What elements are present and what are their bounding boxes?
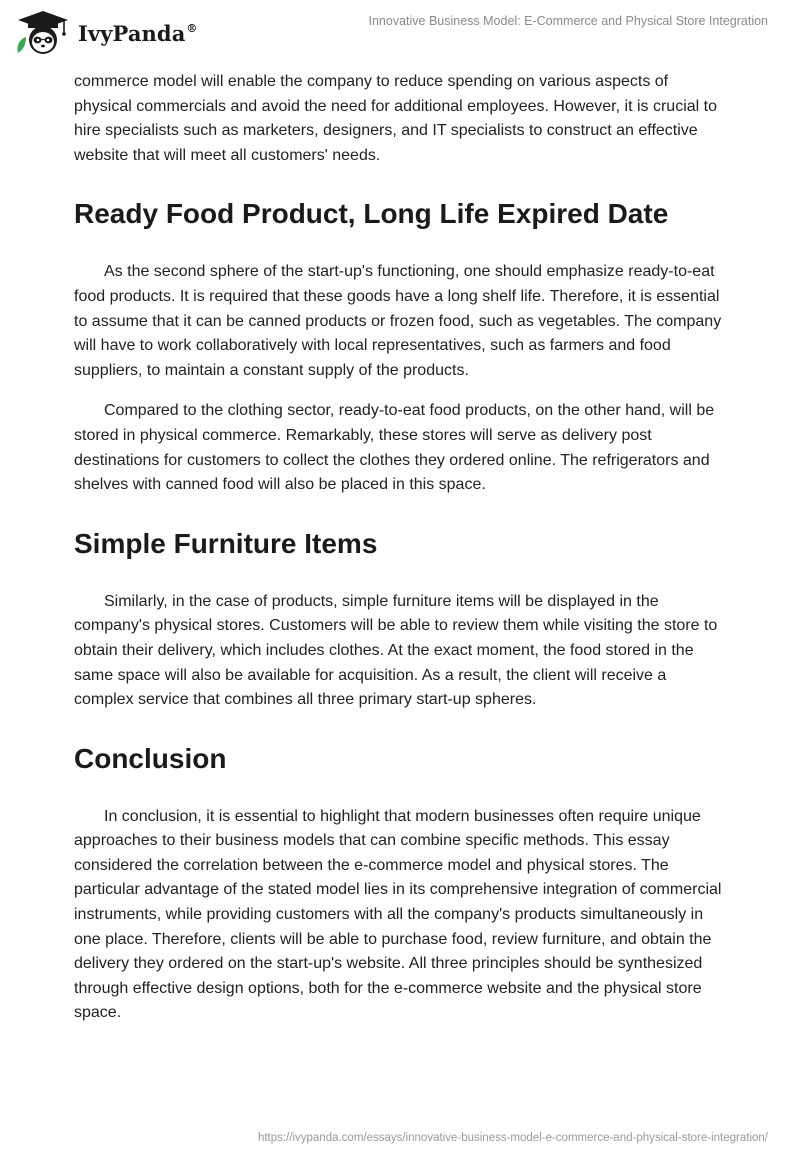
essay-content	[74, 70, 724, 1026]
heading-ready-food-product: Ready Food Product, Long Life Expired Date	[74, 198, 669, 230]
page-header	[0, 0, 800, 68]
paragraph-intro-continuation: commerce model will enable the company to reduce spending on various aspects of physical commercials and avoid the need for additional employees. However, it is crucial to hire specialists such as marketers, designers, and IT specialists to construct an effective website that will meet all customers' needs.	[74, 73, 717, 164]
logo-wordmark: IvyPanda®	[78, 20, 198, 46]
heading-conclusion: Conclusion	[74, 742, 227, 774]
ivypanda-logo[interactable]	[14, 8, 214, 58]
panda-graduation-cap-logo-icon	[14, 9, 72, 57]
paragraph: Similarly, in the case of products, simple furniture items will be displayed in the company's physical stores. Customers will be able to review them while visiting the store to obtain their delivery, which includes clothes. At the exact moment, the food stored in the same space will also be available for acquisition. As a result, the client will receive a complex service that combines all three primary start-up spheres.	[74, 592, 718, 709]
source-url[interactable]: https://ivypanda.com/essays/innovative-business-model-e-commerce-and-physical-store-integration/	[257, 1132, 768, 1144]
document-title: Innovative Business Model: E-Commerce and Physical Store Integration	[368, 14, 768, 28]
paragraph: Compared to the clothing sector, ready-to-eat food products, on the other hand, will be stored in physical commerce. Remarkably, these stores will serve as delivery post destinations for customers to collect the clothes they ordered online. The refrigerators and shelves with canned food will also be placed in this space.	[74, 402, 715, 494]
heading-simple-furniture-items: Simple Furniture Items	[74, 527, 378, 559]
paragraph: As the second sphere of the start-up's functioning, one should emphasize ready-to-eat food products. It is required that these goods have a long shelf life. Therefore, it is essential to assume that it can be canned products or frozen food, such as vegetables. The company will have to work collaboratively with local representatives, such as farmers and food suppliers, to maintain a constant supply of the products.	[74, 263, 722, 379]
paragraph: In conclusion, it is essential to highlight that modern businesses often require unique approaches to their business models that can combine specific methods. This essay considered the correlation between the e-commerce model and physical stores. The particular advantage of the stated model lies in its comprehensive integration of commercial instruments, while providing customers with all the company's products simultaneously in one place. Therefore, clients will be able to purchase food, review furniture, and obtain the delivery they ordered on the start-up's website. All three principles should be synthesized through effective design options, both for the e-commerce website and the physical store space.	[74, 807, 722, 1022]
